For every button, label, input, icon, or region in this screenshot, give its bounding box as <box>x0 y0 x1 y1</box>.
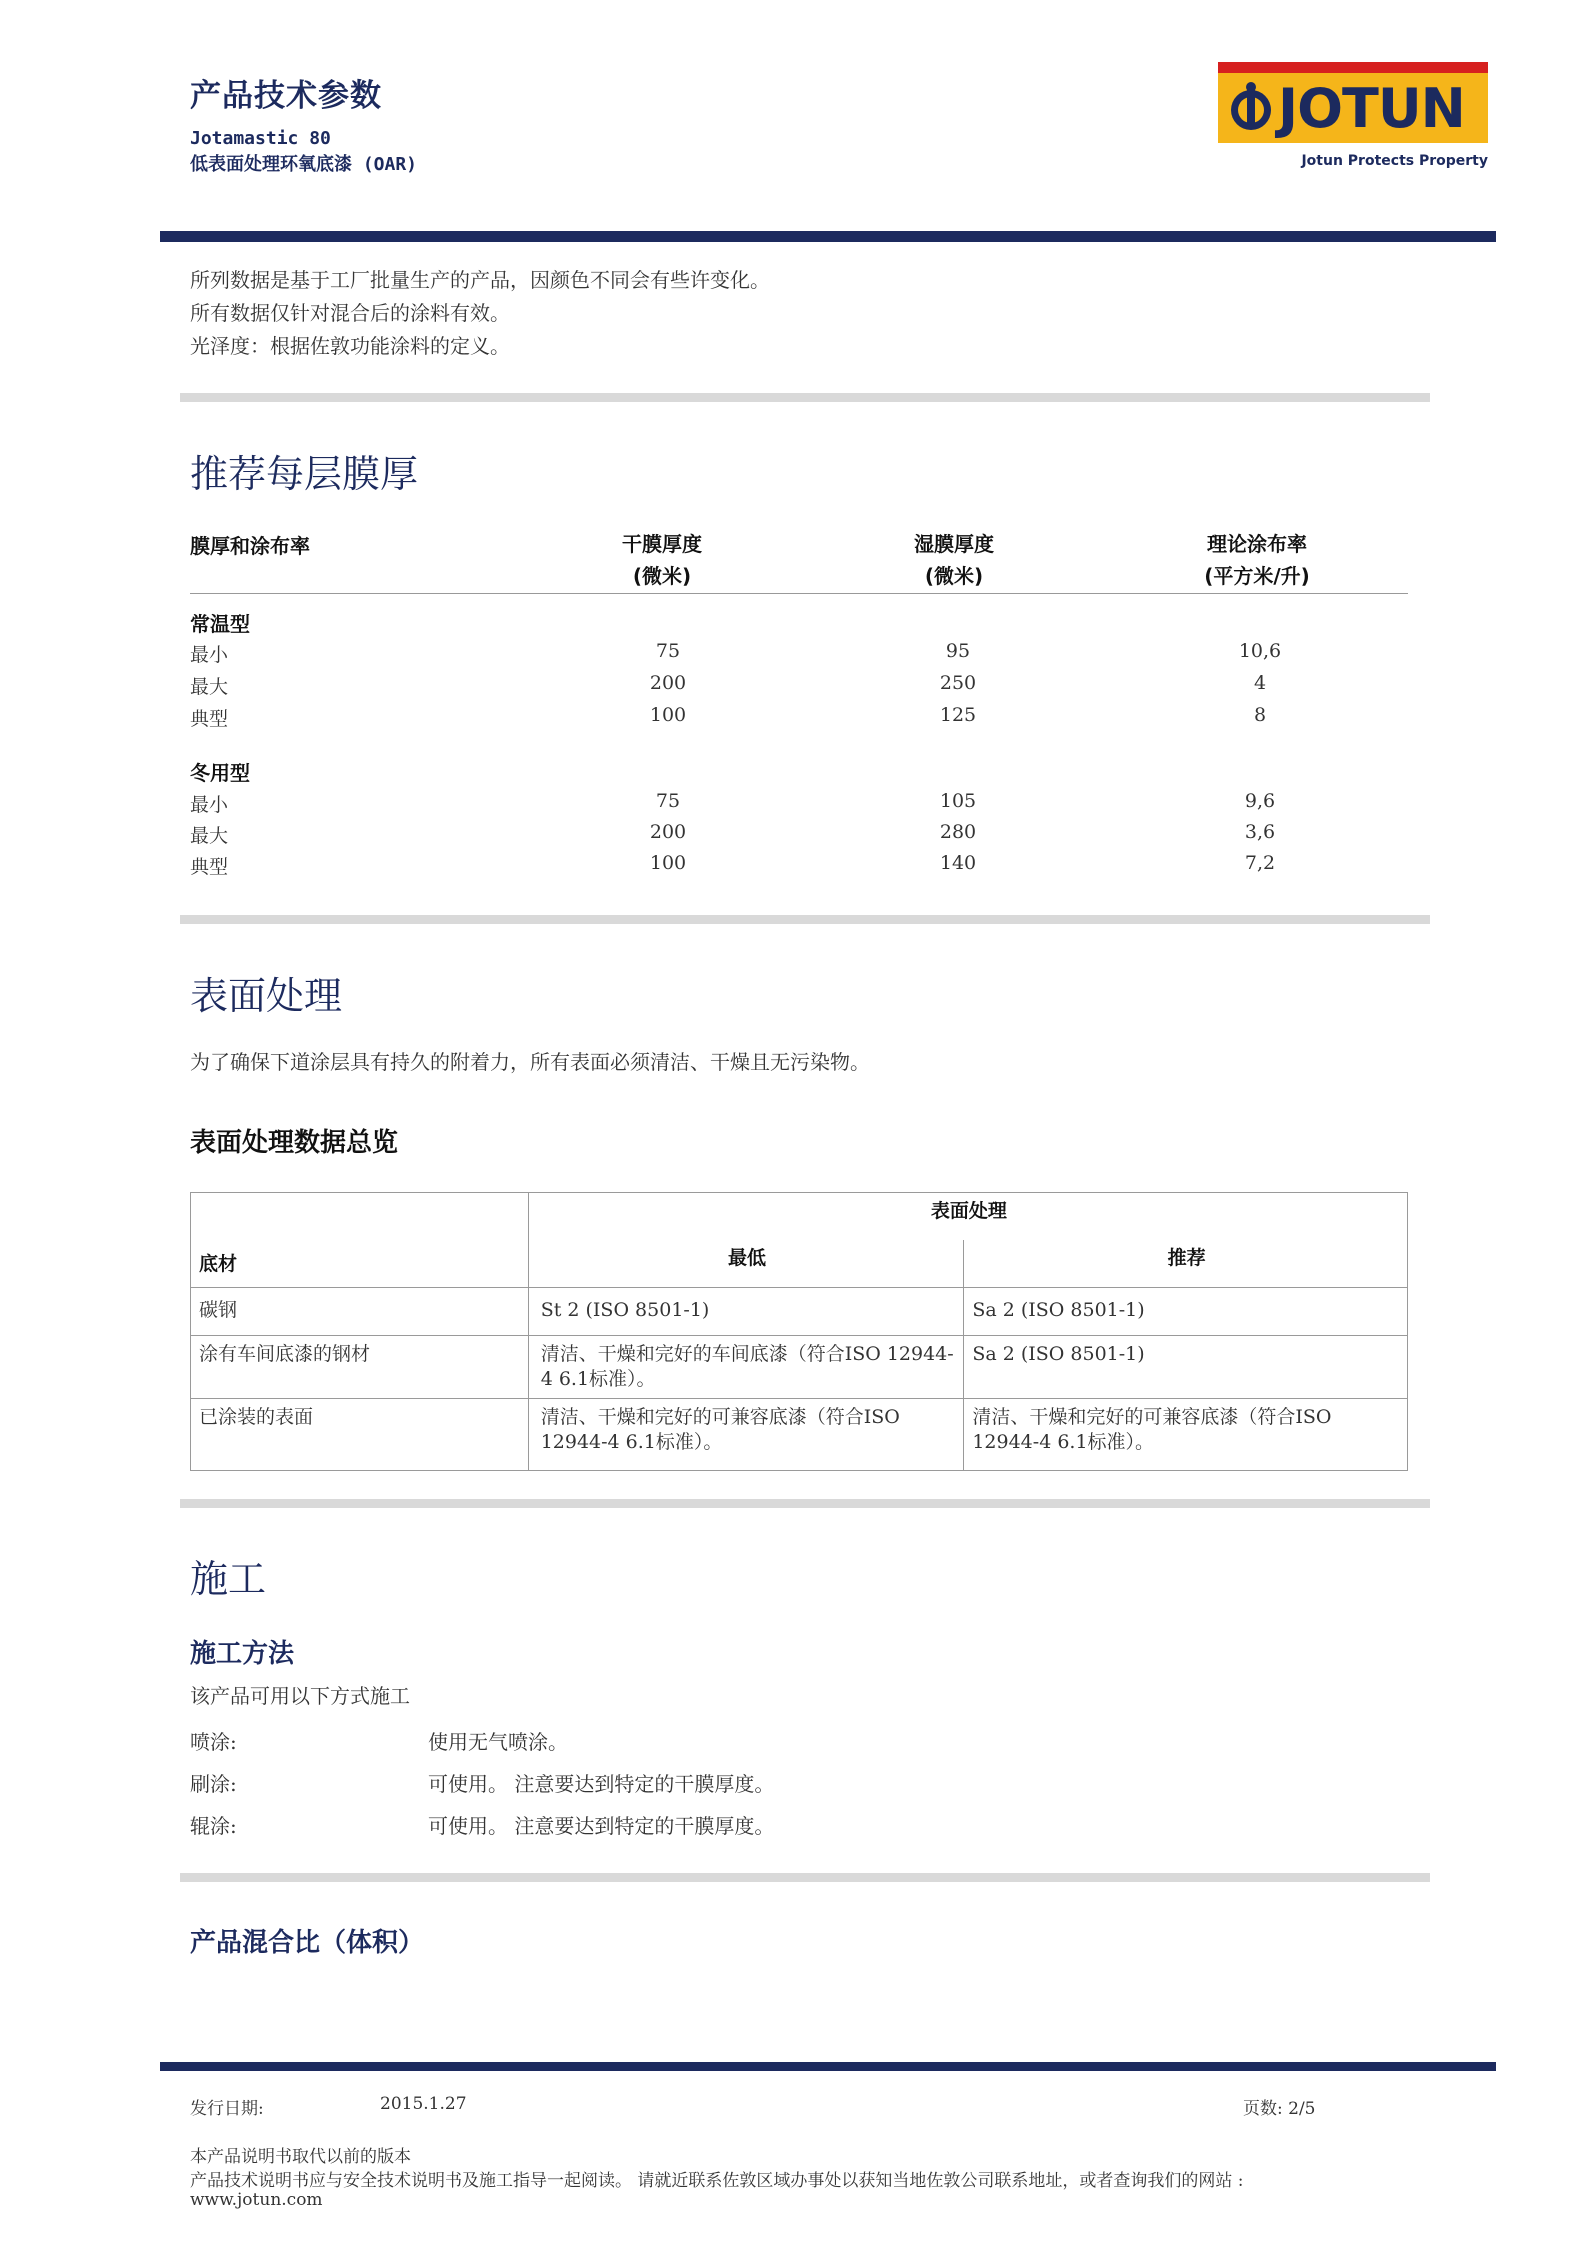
wft-value: 140 <box>939 852 977 874</box>
rate-header-line2: (平方米/升) <box>1204 564 1310 588</box>
logo-wordmark: JOTUN <box>1278 77 1465 140</box>
rate-value: 10,6 <box>1238 640 1282 662</box>
dft-value: 75 <box>655 640 681 662</box>
rate-value: 9,6 <box>1244 790 1276 812</box>
method-label: 刷涂: <box>190 1772 237 1796</box>
issue-date: 2015.1.27 <box>380 2094 467 2114</box>
row-label: 典型 <box>190 708 229 730</box>
surface-text: 为了确保下道涂层具有持久的附着力，所有表面必须清洁、干燥且无污染物。 <box>190 1050 870 1074</box>
method-title: 施工方法 <box>190 1639 295 1669</box>
min-header: 最低 <box>528 1240 964 1288</box>
row-label: 最大 <box>190 676 229 698</box>
rec-cell: Sa 2 (ISO 8501-1) <box>964 1336 1408 1399</box>
min-cell: 清洁、干燥和完好的车间底漆（符合ISO 12944-4 6.1标准）。 <box>528 1336 964 1399</box>
substrate-header: 底材 <box>191 1193 529 1288</box>
rate-header <box>1157 528 1357 592</box>
rate-header-line1: 理论涂布率 <box>1207 532 1307 556</box>
wft-header-line2: (微米) <box>924 564 984 588</box>
application-title: 施工 <box>190 1557 267 1601</box>
dft-header-line2: (微米) <box>632 564 692 588</box>
header-divider <box>160 231 1496 242</box>
min-cell: 清洁、干燥和完好的可兼容底漆（符合ISO 12944-4 6.1标准）。 <box>528 1399 964 1471</box>
wft-value: 250 <box>939 672 977 694</box>
surface-title: 表面处理 <box>190 974 343 1018</box>
method-intro: 该产品可用以下方式施工 <box>190 1684 410 1708</box>
rec-cell: 清洁、干燥和完好的可兼容底漆（符合ISO 12944-4 6.1标准）。 <box>964 1399 1408 1471</box>
method-value: 可使用。 注意要达到特定的干膜厚度。 <box>428 1772 775 1796</box>
group-name: 冬用型 <box>190 761 250 785</box>
issue-date-label: 发行日期: <box>190 2099 264 2119</box>
rec-header: 推荐 <box>964 1240 1408 1288</box>
intro-line-2: 所有数据仅针对混合后的涂料有效。 <box>190 301 510 325</box>
footer-divider <box>160 2062 1496 2071</box>
dft-value: 200 <box>649 821 687 843</box>
wft-value: 95 <box>945 640 971 662</box>
surface-group-header: 表面处理 <box>528 1193 1407 1241</box>
jotun-logo <box>1218 62 1488 169</box>
film-header-rule <box>190 593 1408 594</box>
method-label: 喷涂: <box>190 1730 237 1754</box>
wft-header <box>854 528 1054 592</box>
wft-header-line1: 湿膜厚度 <box>914 532 994 556</box>
intro-line-1: 所列数据是基于工厂批量生产的产品，因颜色不同会有些许变化。 <box>190 268 770 292</box>
rate-value: 4 <box>1253 672 1267 694</box>
rate-value: 8 <box>1253 704 1267 726</box>
film-thickness-title: 推荐每层膜厚 <box>190 452 419 496</box>
footer-line-2: 产品技术说明书应与安全技术说明书及施工指导一起阅读。 请就近联系佐敦区域办事处以获知当地佐敦公司联系地址，或者查询我们的网站 : <box>190 2171 1244 2191</box>
row-label: 最小 <box>190 644 229 666</box>
row-label: 最小 <box>190 794 229 816</box>
product-subtitle: 低表面处理环氧底漆 (OAR) <box>190 154 418 175</box>
rate-value: 3,6 <box>1244 821 1276 843</box>
wft-value: 280 <box>939 821 977 843</box>
row-label: 典型 <box>190 856 229 878</box>
method-label: 辊涂: <box>190 1814 237 1838</box>
table-row <box>191 1288 1408 1336</box>
dft-value: 100 <box>649 852 687 874</box>
page-number: 页数: 2/5 <box>1243 2099 1316 2119</box>
logo-red-stripe <box>1218 62 1488 73</box>
rec-cell: Sa 2 (ISO 8501-1) <box>964 1288 1408 1336</box>
rate-value: 7,2 <box>1244 852 1276 874</box>
section-divider <box>180 1499 1430 1508</box>
dft-header-line1: 干膜厚度 <box>622 532 702 556</box>
page-title: 产品技术参数 <box>190 78 382 114</box>
section-divider <box>180 1873 1430 1882</box>
surface-summary-title: 表面处理数据总览 <box>190 1128 399 1158</box>
row-label: 最大 <box>190 825 229 847</box>
product-name: Jotamastic 80 <box>190 128 331 149</box>
globe-figure-icon <box>1226 80 1276 136</box>
table-row <box>191 1336 1408 1399</box>
website-link[interactable]: www.jotun.com <box>190 2190 323 2210</box>
intro-line-3: 光泽度：根据佐敦功能涂料的定义。 <box>190 334 510 358</box>
mix-ratio-title: 产品混合比（体积） <box>190 1928 425 1958</box>
method-value: 使用无气喷涂。 <box>428 1730 568 1754</box>
film-col-label: 膜厚和涂布率 <box>190 534 310 558</box>
dft-value: 100 <box>649 704 687 726</box>
min-cell: St 2 (ISO 8501-1) <box>528 1288 964 1336</box>
section-divider <box>180 393 1430 402</box>
group-name: 常温型 <box>190 612 250 636</box>
footer-line-1: 本产品说明书取代以前的版本 <box>190 2147 411 2167</box>
dft-header <box>562 528 762 592</box>
wft-value: 105 <box>939 790 977 812</box>
logo-tagline: Jotun Protects Property <box>1301 153 1488 169</box>
method-value: 可使用。 注意要达到特定的干膜厚度。 <box>428 1814 775 1838</box>
wft-value: 125 <box>939 704 977 726</box>
logo-yellow-panel <box>1218 73 1488 143</box>
surface-prep-table <box>190 1192 1408 1471</box>
substrate-cell: 涂有车间底漆的钢材 <box>191 1336 529 1399</box>
substrate-cell: 碳钢 <box>191 1288 529 1336</box>
section-divider <box>180 915 1430 924</box>
dft-value: 200 <box>649 672 687 694</box>
dft-value: 75 <box>655 790 681 812</box>
table-row <box>191 1399 1408 1471</box>
substrate-cell: 已涂装的表面 <box>191 1399 529 1471</box>
